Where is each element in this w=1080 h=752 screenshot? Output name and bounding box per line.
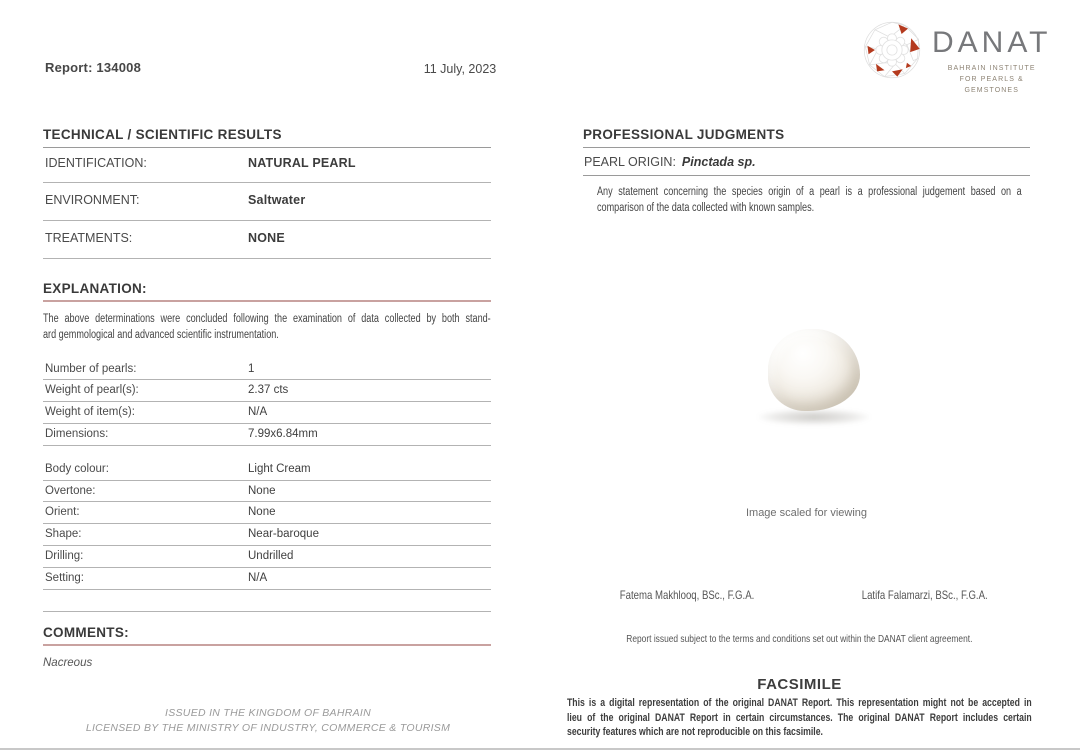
signature-right-name: Latifa Falamarzi, BSc., F.G.A. [861,588,988,602]
field-label: ENVIRONMENT: [45,193,140,207]
details-table-measurements [43,359,491,446]
field-row-environment [43,183,491,221]
table-row [43,459,491,481]
report-number: Report: 134008 [45,60,142,75]
danat-subtitle-line2: FOR PEARLS & GEMSTONES [959,76,1024,95]
technical-results-section [43,127,491,669]
row-value: Near-baroque [248,528,319,541]
origin-note-line: Any statement concerning the species origin of a pearl is a professional judgement based on a [597,186,1022,198]
comments-title: COMMENTS: [43,625,491,646]
row-label: Shape: [45,528,82,541]
terms-note [567,633,1032,645]
report-date: 11 July, 2023 [423,62,497,76]
row-value: 7.99x6.84mm [248,428,318,441]
row-value: 2.37 cts [248,384,289,397]
table-row [43,402,491,424]
issuer-line1: ISSUED IN THE KINGDOM OF BAHRAIN [164,707,371,719]
row-label: Overtone: [45,484,96,497]
facsimile-section [567,676,1032,740]
danat-subtitle-line1: BAHRAIN INSTITUTE [947,65,1036,72]
facsimile-title: FACSIMILE [757,676,842,693]
explanation-title: EXPLANATION: [43,281,491,302]
issuer-footer [43,706,493,736]
row-label: Drilling: [45,550,84,563]
technical-results-title: TECHNICAL / SCIENTIFIC RESULTS [43,127,491,148]
signature-left [603,588,771,602]
origin-note [597,184,1022,216]
issuer-line2: LICENSED BY THE MINISTRY OF INDUSTRY, COMMERCE & TOURISM [85,722,451,735]
explanation-line: ard gemmological and advanced scientific instrumentation. [43,329,279,342]
row-label: Weight of item(s): [45,406,135,419]
danat-subtitle [932,63,1051,97]
details-table-appearance [43,459,491,590]
terms-note-text: Report issued subject to the terms and conditions set out within the DANAT client agreement. [626,633,973,645]
comments-text: Nacreous [43,656,93,669]
bottom-edge-rule [0,748,1080,750]
row-label: Number of pearls: [45,362,137,375]
pearl-photo-shadow [758,409,870,425]
field-row-identification [43,148,491,183]
pearl-photo [768,329,860,411]
pearl-origin-label: PEARL ORIGIN: [584,155,676,169]
row-value: Light Cream [248,462,311,475]
table-row [43,359,491,381]
judgments-title: PROFESSIONAL JUDGMENTS [583,127,1030,148]
field-value: Saltwater [248,193,306,207]
pearl-origin-row [583,148,1030,176]
row-label: Orient: [45,506,80,519]
pearl-origin-value: Pinctada sp. [681,155,756,169]
divider [43,590,491,612]
row-value: Undrilled [248,550,294,563]
table-row [43,424,491,446]
field-value: NONE [248,231,285,245]
danat-pearl-sphere-icon [860,18,924,82]
field-value: NATURAL PEARL [248,156,356,170]
table-row [43,546,491,568]
field-label: TREATMENTS: [45,231,133,245]
facsimile-line: security features which are not reproducible on this facsimile. [567,726,823,739]
table-row [43,380,491,402]
origin-note-line: comparison of the data collected with known samples. [597,202,815,215]
signature-right [846,588,1003,602]
judgments-section [583,127,1030,216]
table-row [43,524,491,546]
table-row [43,502,491,524]
row-value: None [248,484,276,497]
row-label: Dimensions: [45,428,109,441]
table-row [43,481,491,503]
row-value: 1 [248,362,255,375]
danat-logo-text [932,28,1051,97]
facsimile-line: lieu of the original DANAT Report in certain circumstances. The original DANAT Report includes certain [567,711,1032,724]
signature-left-name: Fatema Makhlooq, BSc., F.G.A. [619,588,755,602]
field-label: IDENTIFICATION: [45,156,147,170]
facsimile-line: This is a digital representation of the original DANAT Report. This representation might not be accepted in [567,697,1032,709]
row-value: N/A [248,406,268,419]
facsimile-text [567,696,1032,740]
field-row-treatments [43,221,491,259]
image-caption: Image scaled for viewing [745,507,868,519]
explanation-text [43,311,491,344]
row-value: None [248,506,276,519]
row-label: Weight of pearl(s): [45,384,139,397]
danat-logo [860,18,1050,97]
row-label: Body colour: [45,462,109,475]
row-value: N/A [248,571,268,584]
row-label: Setting: [45,571,84,584]
danat-wordmark: DANAT [932,26,1052,59]
table-row [43,568,491,590]
signatures [603,588,1003,602]
explanation-line: The above determinations were concluded following the examination of data collected by both stand- [43,313,491,325]
